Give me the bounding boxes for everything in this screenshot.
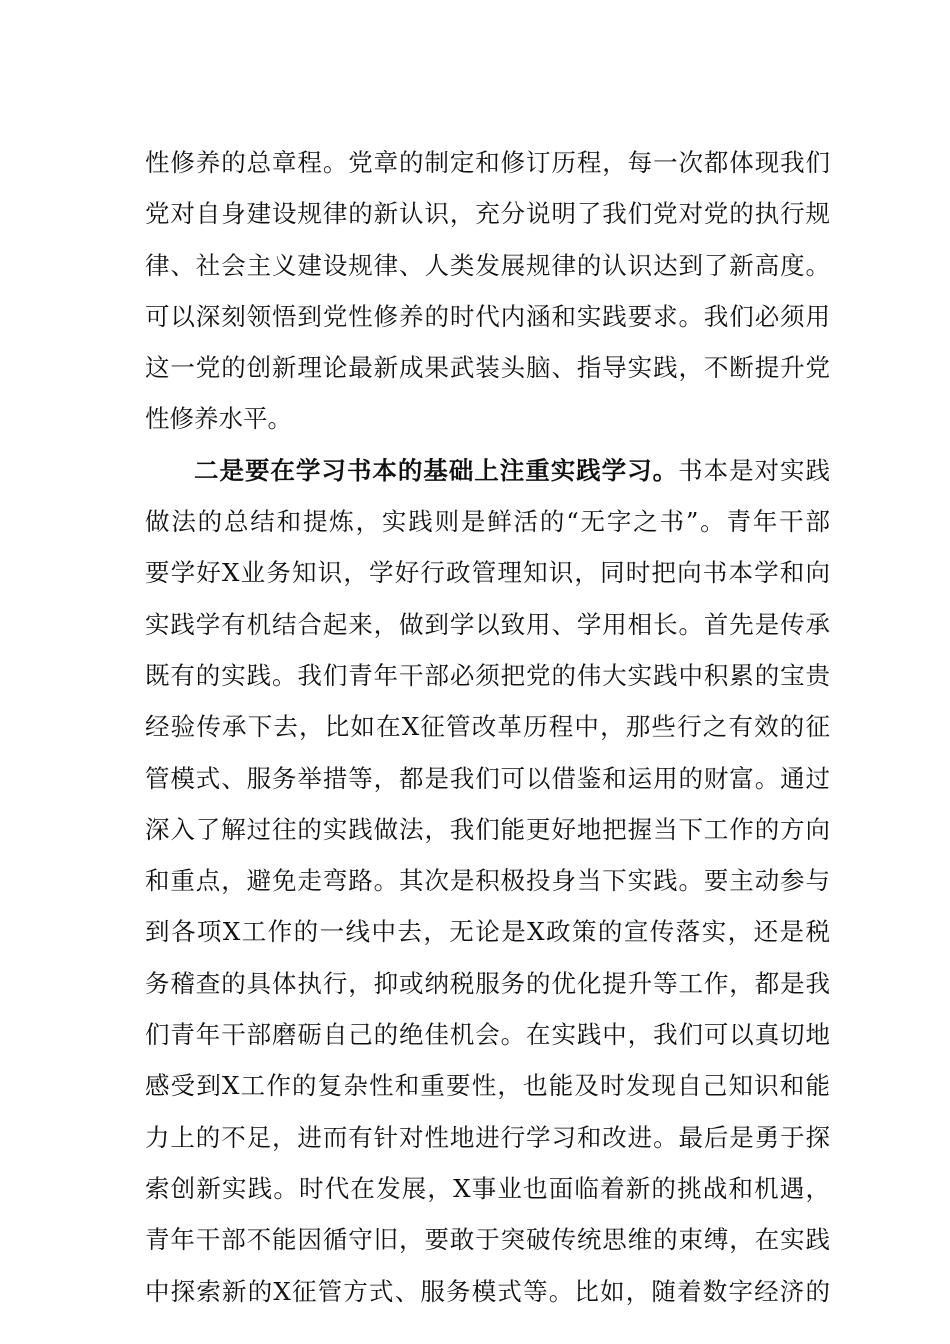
text-line: 深入了解过往的实践做法，我们能更好地把握当下工作的方向 (145, 814, 830, 844)
text-line: 既有的实践。我们青年干部必须把党的伟大实践中积累的宝贵 (145, 660, 830, 690)
text-line: 做法的总结和提炼，实践则是鲜活的“无字之书”。青年干部 (145, 507, 830, 537)
text-line: 务稽查的具体执行，抑或纳税服务的优化提升等工作，都是我 (145, 968, 830, 998)
document-body (145, 137, 830, 1317)
text-line: 力上的不足，进而有针对性地进行学习和改进。最后是勇于探 (145, 1122, 830, 1152)
text-run: 书本是对实践 (678, 455, 831, 485)
text-line: 这一党的创新理论最新成果武装头脑、指导实践，不断提升党 (145, 353, 830, 383)
text-line: 经验传承下去，比如在X征管改革历程中，那些行之有效的征 (145, 712, 830, 742)
text-line: 性修养的总章程。党章的制定和修订历程，每一次都体现我们 (145, 148, 830, 177)
text-line: 们青年干部磨砺自己的绝佳机会。在实践中，我们可以真切地 (145, 1020, 830, 1050)
text-line: 要学好X业务知识，学好行政管理知识，同时把向书本学和向 (145, 558, 830, 588)
text-line: 青年干部不能因循守旧，要敢于突破传统思维的束缚，在实践 (145, 1225, 830, 1255)
text-line: 可以深刻领悟到党性修养的时代内涵和实践要求。我们必须用 (145, 301, 830, 331)
text-line: 中探索新的X征管方式、服务模式等。比如，随着数字经济的 (145, 1276, 830, 1306)
text-line: 索创新实践。时代在发展，X事业也面临着新的挑战和机遇， (145, 1173, 830, 1203)
text-line: 律、社会主义建设规律、人类发展规律的认识达到了新高度。 (145, 250, 830, 280)
paragraph (145, 137, 830, 445)
text-line: 和重点，避免走弯路。其次是积极投身当下实践。要主动参与 (145, 866, 830, 896)
text-line: 性修养水平。 (145, 404, 292, 434)
text-line: 党对自身建设规律的新认识，充分说明了我们党对党的执行规 (145, 199, 830, 229)
paragraph-heading: 二是要在学习书本的基础上注重实践学习。 (194, 455, 679, 485)
text-line: 管模式、服务举措等，都是我们可以借鉴和运用的财富。通过 (145, 763, 830, 793)
text-line: 到各项X工作的一线中去，无论是X政策的宣传落实，还是税 (145, 917, 830, 947)
paragraph (145, 445, 830, 1317)
text-line (145, 445, 830, 496)
text-line: 实践学有机结合起来，做到学以致用、学用相长。首先是传承 (145, 609, 830, 639)
text-line: 感受到X工作的复杂性和重要性，也能及时发现自己知识和能 (145, 1071, 830, 1101)
